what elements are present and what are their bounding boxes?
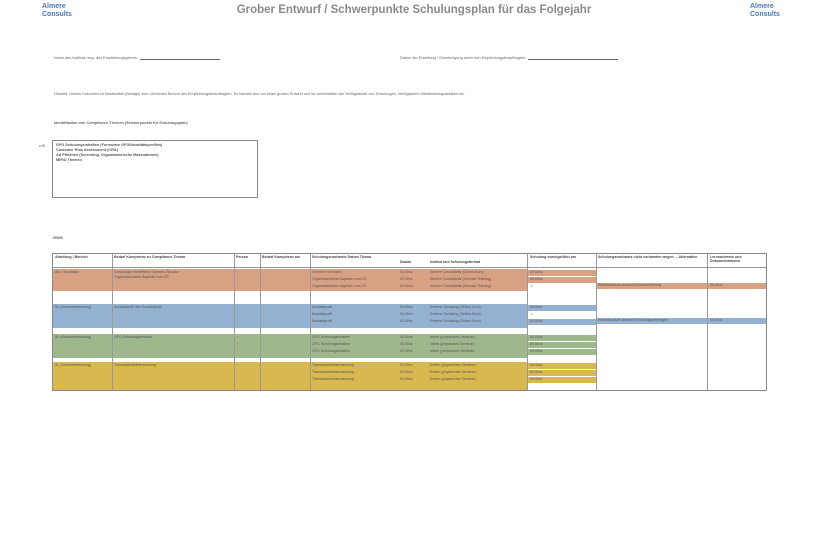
training-plan-table	[52, 253, 767, 391]
person-marker: ·	[237, 348, 239, 353]
thema-cell: Transaktionsüberwachung	[312, 377, 355, 381]
datum-cell: 00.00xx	[400, 377, 413, 381]
person-marker: ·	[237, 376, 239, 381]
ident-label: Identifikation von Compliance-Themen (Schwerpunkte für Schulungsplan)	[54, 121, 188, 125]
topic-cell: Schulungen betreffend Gremien-Struktur	[114, 270, 179, 274]
datum-cell: 00.00xx	[400, 312, 413, 316]
column-divider	[310, 254, 311, 390]
logo-line-1: Almere	[42, 3, 66, 10]
ideas-box[interactable]	[52, 140, 258, 198]
done-cell: 00.00xx	[530, 335, 543, 339]
alternative-date-cell: 00.00xx	[710, 318, 723, 322]
idea-item: MiFID Themen	[56, 158, 82, 162]
format-cell: Almere Consultants (Online-Kurs)	[430, 270, 484, 274]
alternative-date-cell: 00.00xx	[710, 283, 723, 287]
done-cell: 00.00xx	[530, 319, 543, 323]
format-cell: Extern (physisches Seminar)	[430, 363, 476, 367]
done-cell: 00.00xx	[530, 305, 543, 309]
person-marker: ·	[237, 311, 239, 316]
format-cell: Almere Consultants (Inhouse Training)	[430, 277, 492, 281]
format-cell: Intern (physisches Seminar)	[430, 342, 475, 346]
column-divider	[596, 254, 597, 390]
done-cell: 00.00xx	[530, 277, 543, 281]
format-cell: Intern (physisches Seminar)	[430, 349, 475, 353]
topic-cell: Organisatorische Aspekte zum ZG	[114, 275, 169, 279]
name-field[interactable]	[140, 59, 220, 60]
done-cell: 00.00xx	[530, 377, 543, 381]
name-field-row	[54, 56, 220, 60]
alternative-cell: Selbststudium anhand Schulungsunterlagen	[598, 318, 669, 322]
idea-item: Customer Risk Assessment (CRA)	[56, 148, 118, 152]
header-proof: Lernnachweis und Dokumentationen	[710, 255, 742, 263]
section-label: GWG	[53, 235, 63, 240]
format-cell: Externe Schulung (Online-Kurs)	[430, 305, 481, 309]
header-datum: Datum	[400, 260, 412, 264]
company-logo-right	[750, 3, 780, 19]
date-label: Datum der Erstellung / Genehmigung durch den Empfehlungsbeauftragten :	[400, 56, 528, 60]
empty-bullet: •	[531, 311, 533, 316]
header-person: Person	[236, 255, 249, 259]
thema-cell: Organisatorische Aspekte zum ZG	[312, 277, 367, 281]
person-marker: ·	[237, 341, 239, 346]
done-cell: 00.00xx	[530, 349, 543, 353]
column-divider	[707, 254, 708, 390]
done-cell-bg	[528, 312, 596, 318]
header-done: Schulung durchgeführt am	[530, 255, 576, 259]
header-need-date: Bedarf Kompetenz am	[262, 255, 300, 259]
thema-cell: Kontaktprofil	[312, 319, 332, 323]
thema-cell: Kontaktprofil	[312, 312, 332, 316]
person-marker: ·	[237, 269, 239, 274]
format-cell: Externe Schulung (Online-Kurs)	[430, 319, 481, 323]
page-title: Grober Entwurf / Schwerpunkte Schulungsplan für das Folgejahr	[236, 4, 592, 16]
header-format: Institut und Schulungsformat	[430, 260, 481, 264]
thema-cell: GFG Schulungsinhalten	[312, 349, 351, 353]
dept-cell: St. (Kundenbetreuung)	[55, 335, 92, 339]
thema-cell: GFG Schulungsinhalten	[312, 342, 351, 346]
header-topic: Bedarf Kompetenz zu Compliance-Thema	[114, 255, 185, 259]
datum-cell: 00.00xx	[400, 305, 413, 309]
format-cell: Extern (physisches Seminar)	[430, 370, 476, 374]
header-thema: Schulungsnachweis Datum Thema	[312, 255, 372, 259]
alternative-cell: Selbststudium anhand Dokumentierung	[598, 283, 661, 287]
logo-line-1: Almere	[750, 3, 774, 10]
name-label: Name des Instituts resp. des Empfehlungsgebers :	[54, 56, 140, 60]
column-divider	[234, 254, 235, 390]
person-marker: ·	[237, 283, 239, 288]
topic-cell: GFG Schulungsinhalten	[114, 335, 153, 339]
column-divider	[527, 254, 528, 390]
person-marker: ·	[237, 318, 239, 323]
logo-line-2: Consults	[42, 11, 72, 18]
format-cell: Extern (physisches Seminar)	[430, 377, 476, 381]
datum-cell: 00.00xx	[400, 342, 413, 346]
person-marker: ·	[237, 334, 239, 339]
thema-cell: GFG Schulungsinhalten	[312, 335, 351, 339]
datum-cell: 00.00xx	[400, 335, 413, 339]
format-cell: Externe Schulung (Online-Kurs)	[430, 312, 481, 316]
idea-item: GFG Schulungsinhalten (Formulare GFG/Identitätsprofiles)	[56, 143, 163, 147]
done-cell-bg	[528, 284, 596, 290]
thema-cell: Transaktionsüberwachung	[312, 370, 355, 374]
empty-bullet: •	[531, 283, 533, 288]
logo-line-2: Consults	[750, 11, 780, 18]
done-cell: 00.00xx	[530, 342, 543, 346]
datum-cell: 00.00xx	[400, 277, 413, 281]
datum-cell: 00.00xx	[400, 349, 413, 353]
datum-cell: 00.00xx	[400, 370, 413, 374]
done-cell: 00.00xx	[530, 270, 543, 274]
header-alternative: Schulungsnachweis nicht vorhanden wegen ... Alternative	[598, 255, 698, 259]
thema-cell: Kontaktprofil	[312, 305, 332, 309]
dept-cell: St. (Kundenbetreuung)	[55, 363, 92, 367]
done-cell: 00.00xx	[530, 370, 543, 374]
dept-cell: Abt. Grundsatz	[55, 270, 79, 274]
header-dept: Abteilung / Bereich	[55, 255, 88, 259]
column-divider	[260, 254, 261, 390]
date-field[interactable]	[528, 59, 618, 60]
thema-cell: Transaktionsüberwachung	[312, 363, 355, 367]
thema-cell: Gremien Gremium	[312, 270, 342, 274]
person-marker: ·	[237, 304, 239, 309]
note-text: Hinweis: Dieses Dokument ist Bestandteil (Beilage) zum Jährlichen Bericht des Empfehlungsbeauftragten. Es handelt sich um einen groben Entwurf und ist vorbehaltlich der Verfügbarkeit von Schulungen, Verfügbarem Mitarbeiterkapazitäten etc.	[54, 92, 466, 96]
dept-cell: St. (Kundenbetreuung)	[55, 305, 92, 309]
person-marker: ·	[237, 362, 239, 367]
person-marker: ·	[237, 369, 239, 374]
date-field-row	[400, 56, 618, 60]
ideas-marker: z.B.	[39, 143, 46, 148]
person-marker: ·	[237, 276, 239, 281]
idea-item: Ad Pflichten (Screening, Organisatorische Massnahmen)	[56, 153, 159, 157]
datum-cell: 00.00xx	[400, 319, 413, 323]
header-divider	[53, 267, 766, 268]
datum-cell: 00.00xx	[400, 284, 413, 288]
topic-cell: Transaktionsüberwachung	[114, 363, 157, 367]
topic-cell: Kontaktprofil des Kontaktprofil	[114, 305, 162, 309]
format-cell: Almere Consultants (Inhouse Training)	[430, 284, 492, 288]
datum-cell: 00.00xx	[400, 363, 413, 367]
column-divider	[112, 254, 113, 390]
done-cell: 00.00xx	[530, 363, 543, 367]
datum-cell: 00.00xx	[400, 270, 413, 274]
thema-cell: Organisatorische Aspekte zum ZG	[312, 284, 367, 288]
format-cell: Intern (physisches Seminar)	[430, 335, 475, 339]
